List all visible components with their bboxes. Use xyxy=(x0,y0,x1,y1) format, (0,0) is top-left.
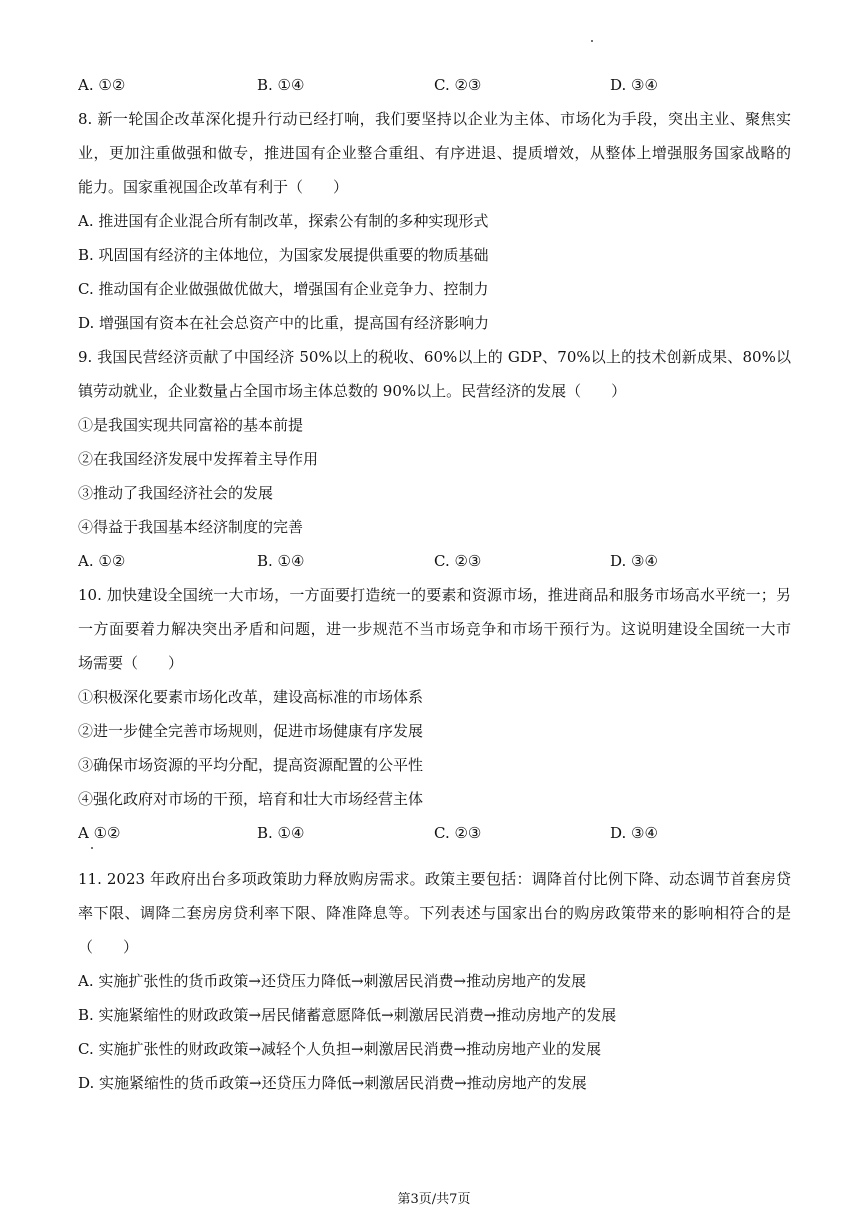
option-a: A. 推进国有企业混合所有制改革，探索公有制的多种实现形式 xyxy=(78,212,489,230)
question-10 xyxy=(78,578,791,850)
option-a: A. 实施扩张性的货币政策→还贷压力降低→刺激居民消费→推动房地产的发展 xyxy=(78,972,587,990)
question-stem-line: 9. 我国民营经济贡献了中国经济 50%以上的税收、60%以上的 GDP、70%以上的技术创新成果、80%以 xyxy=(78,348,791,366)
option-a: A. ①② xyxy=(78,76,126,94)
statement-4: ④得益于我国基本经济制度的完善 xyxy=(78,518,304,536)
option-c: C. ②③ xyxy=(434,552,482,570)
question-options xyxy=(78,544,791,578)
option-a: A ①② xyxy=(78,824,121,842)
scan-speck xyxy=(591,40,593,42)
question-stem-line: 11. 2023 年政府出台多项政策助力释放购房需求。政策主要包括：调降首付比例下降、动态调节首套房贷 xyxy=(78,870,791,888)
statement-3: ③确保市场资源的平均分配，提高资源配置的公平性 xyxy=(78,756,424,774)
option-d: D. ③④ xyxy=(610,824,658,842)
statement-3: ③推动了我国经济社会的发展 xyxy=(78,484,274,502)
option-d: D. 实施紧缩性的货币政策→还贷压力降低→刺激居民消费→推动房地产的发展 xyxy=(78,1074,587,1092)
option-b: B. 巩固国有经济的主体地位，为国家发展提供重要的物质基础 xyxy=(78,246,489,264)
question-stem-line: 镇劳动就业，企业数量占全国市场主体总数的 90%以上。民营经济的发展（ ） xyxy=(78,382,627,400)
option-c: C. 实施扩张性的财政政策→减轻个人负担→刺激居民消费→推动房地产业的发展 xyxy=(78,1040,602,1058)
page-content xyxy=(78,68,791,1100)
statement-1: ①是我国实现共同富裕的基本前提 xyxy=(78,416,304,434)
question-9 xyxy=(78,340,791,578)
option-c: C. 推动国有企业做强做优做大，增强国有企业竞争力、控制力 xyxy=(78,280,489,298)
option-d: D. ③④ xyxy=(610,552,658,570)
option-b: B. ①④ xyxy=(257,76,305,94)
option-c: C. ②③ xyxy=(434,824,482,842)
option-a: A. ①② xyxy=(78,552,126,570)
question-11 xyxy=(78,862,791,1100)
question-stem-line: 8. 新一轮国企改革深化提升行动已经打响，我们要坚持以企业为主体、市场化为手段，突出主业、聚焦实 xyxy=(78,110,791,128)
question-8 xyxy=(78,102,791,340)
question-stem-line: 10. 加快建设全国统一大市场，一方面要打造统一的要素和资源市场，推进商品和服务市场高水平统一；另 xyxy=(78,586,791,604)
option-b: B. 实施紧缩性的财政政策→居民储蓄意愿降低→刺激居民消费→推动房地产的发展 xyxy=(78,1006,617,1024)
option-b: B. ①④ xyxy=(257,824,305,842)
statement-2: ②进一步健全完善市场规则，促进市场健康有序发展 xyxy=(78,722,424,740)
question-stem-line: 业，更加注重做强和做专，推进国有企业整合重组、有序进退、提质增效，从整体上增强服务国家战略的 xyxy=(78,144,791,162)
question-stem-line: 场需要（ ） xyxy=(78,654,184,672)
question-stem-line: （ ） xyxy=(78,938,139,956)
statement-2: ②在我国经济发展中发挥着主导作用 xyxy=(78,450,319,468)
option-b: B. ①④ xyxy=(257,552,305,570)
option-d: D. 增强国有资本在社会总资产中的比重，提高国有经济影响力 xyxy=(78,314,490,332)
question-stem-line: 能力。国家重视国企改革有利于（ ） xyxy=(78,178,349,196)
question-options xyxy=(78,816,791,850)
option-c: C. ②③ xyxy=(434,76,482,94)
question-stem-line: 率下限、调降二套房房贷利率下限、降准降息等。下列表述与国家出台的购房政策带来的影响相符合的是 xyxy=(78,904,791,922)
statement-1: ①积极深化要素市场化改革，建设高标准的市场体系 xyxy=(78,688,424,706)
question-stem-line: 一方面要着力解决突出矛盾和问题，进一步规范不当市场竞争和市场干预行为。这说明建设全国统一大市 xyxy=(78,620,791,638)
option-d: D. ③④ xyxy=(610,76,658,94)
statement-4: ④强化政府对市场的干预，培育和壮大市场经营主体 xyxy=(78,790,424,808)
prev-question-options xyxy=(78,68,791,102)
page-number: 第3页/共7页 xyxy=(397,1192,471,1207)
